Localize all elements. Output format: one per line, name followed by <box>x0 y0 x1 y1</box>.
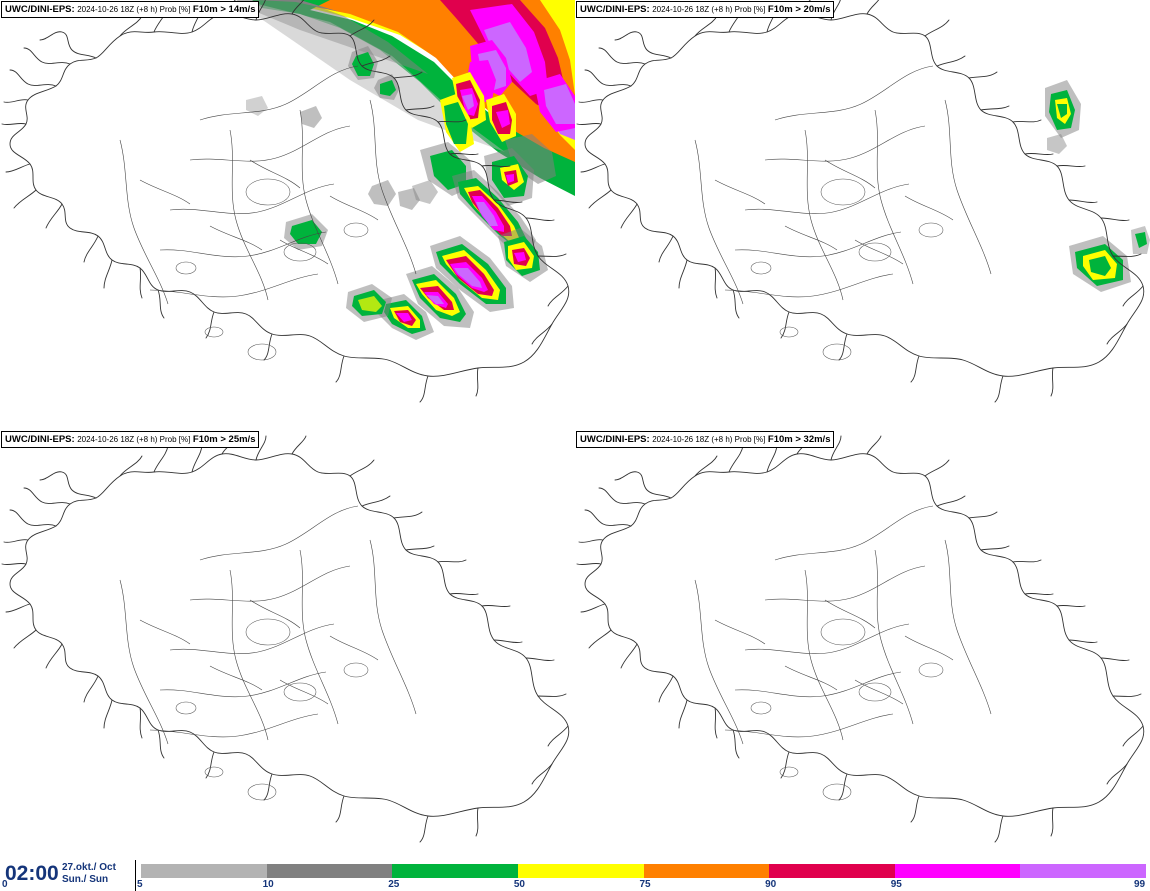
map-canvas-25ms[interactable] <box>0 430 575 860</box>
colorbar-band-10-25 <box>267 864 393 878</box>
panel-title-25ms <box>1 431 259 448</box>
panel-model-14ms: UWC/DINI-EPS: <box>5 4 75 15</box>
colorbar-tick-90: 90 <box>765 879 777 890</box>
map-panel-32ms[interactable] <box>575 430 1150 860</box>
valid-date-line1: 27.okt./ Oct <box>62 862 116 873</box>
colorbar-tick-0: 0 <box>2 879 8 890</box>
colorbar-tick-10: 10 <box>262 879 274 890</box>
panel-model-20ms: UWC/DINI-EPS: <box>580 4 650 15</box>
probability-colorbar <box>141 864 1146 878</box>
panel-meta-20ms: 2024-10-26 18Z (+8 h) Prob [%] <box>652 5 766 14</box>
colorbar-tick-25: 25 <box>388 879 400 890</box>
panel-threshold-20ms: F10m > 20m/s <box>767 4 831 15</box>
colorbar-tick-99: 99 <box>1134 879 1146 890</box>
colorbar-band-25-50 <box>392 864 518 878</box>
panel-threshold-32ms: F10m > 32m/s <box>767 434 831 445</box>
colorbar-tick-95: 95 <box>890 879 902 890</box>
iceland-coastline-32ms <box>575 430 1150 860</box>
footer-bar <box>0 860 1150 891</box>
panel-model-32ms: UWC/DINI-EPS: <box>580 434 650 445</box>
iceland-coastline-25ms <box>0 430 575 860</box>
valid-time: 02:00 <box>5 862 59 885</box>
iceland-coastline-14ms <box>0 0 575 430</box>
colorbar-band-75-90 <box>644 864 770 878</box>
panel-threshold-25ms: F10m > 25m/s <box>192 434 256 445</box>
map-panel-20ms[interactable] <box>575 0 1150 430</box>
panel-meta-14ms: 2024-10-26 18Z (+8 h) Prob [%] <box>77 5 191 14</box>
panel-title-32ms <box>576 431 834 448</box>
panel-meta-25ms: 2024-10-26 18Z (+8 h) Prob [%] <box>77 435 191 444</box>
colorbar-tick-5: 5 <box>137 879 143 890</box>
colorbar-tick-75: 75 <box>639 879 651 890</box>
map-panel-14ms[interactable] <box>0 0 575 430</box>
panel-threshold-14ms: F10m > 14m/s <box>192 4 256 15</box>
map-canvas-20ms[interactable] <box>575 0 1150 430</box>
panel-title-14ms <box>1 1 259 18</box>
colorbar-band-95-99 <box>895 864 1021 878</box>
valid-date-line2: Sun./ Sun <box>62 874 109 885</box>
colorbar-tick-50: 50 <box>513 879 525 890</box>
colorbar-tick-labels <box>0 879 1150 891</box>
panel-divider <box>575 0 576 860</box>
panel-title-20ms <box>576 1 834 18</box>
colorbar-band-50-75 <box>518 864 644 878</box>
iceland-coastline-20ms <box>575 0 1150 430</box>
colorbar-band-99-100 <box>1020 864 1146 878</box>
map-canvas-14ms[interactable] <box>0 0 575 430</box>
map-panel-25ms[interactable] <box>0 430 575 860</box>
panel-meta-32ms: 2024-10-26 18Z (+8 h) Prob [%] <box>652 435 766 444</box>
panel-model-25ms: UWC/DINI-EPS: <box>5 434 75 445</box>
map-canvas-32ms[interactable] <box>575 430 1150 860</box>
colorbar-band-5-10 <box>141 864 267 878</box>
colorbar-band-90-95 <box>769 864 895 878</box>
